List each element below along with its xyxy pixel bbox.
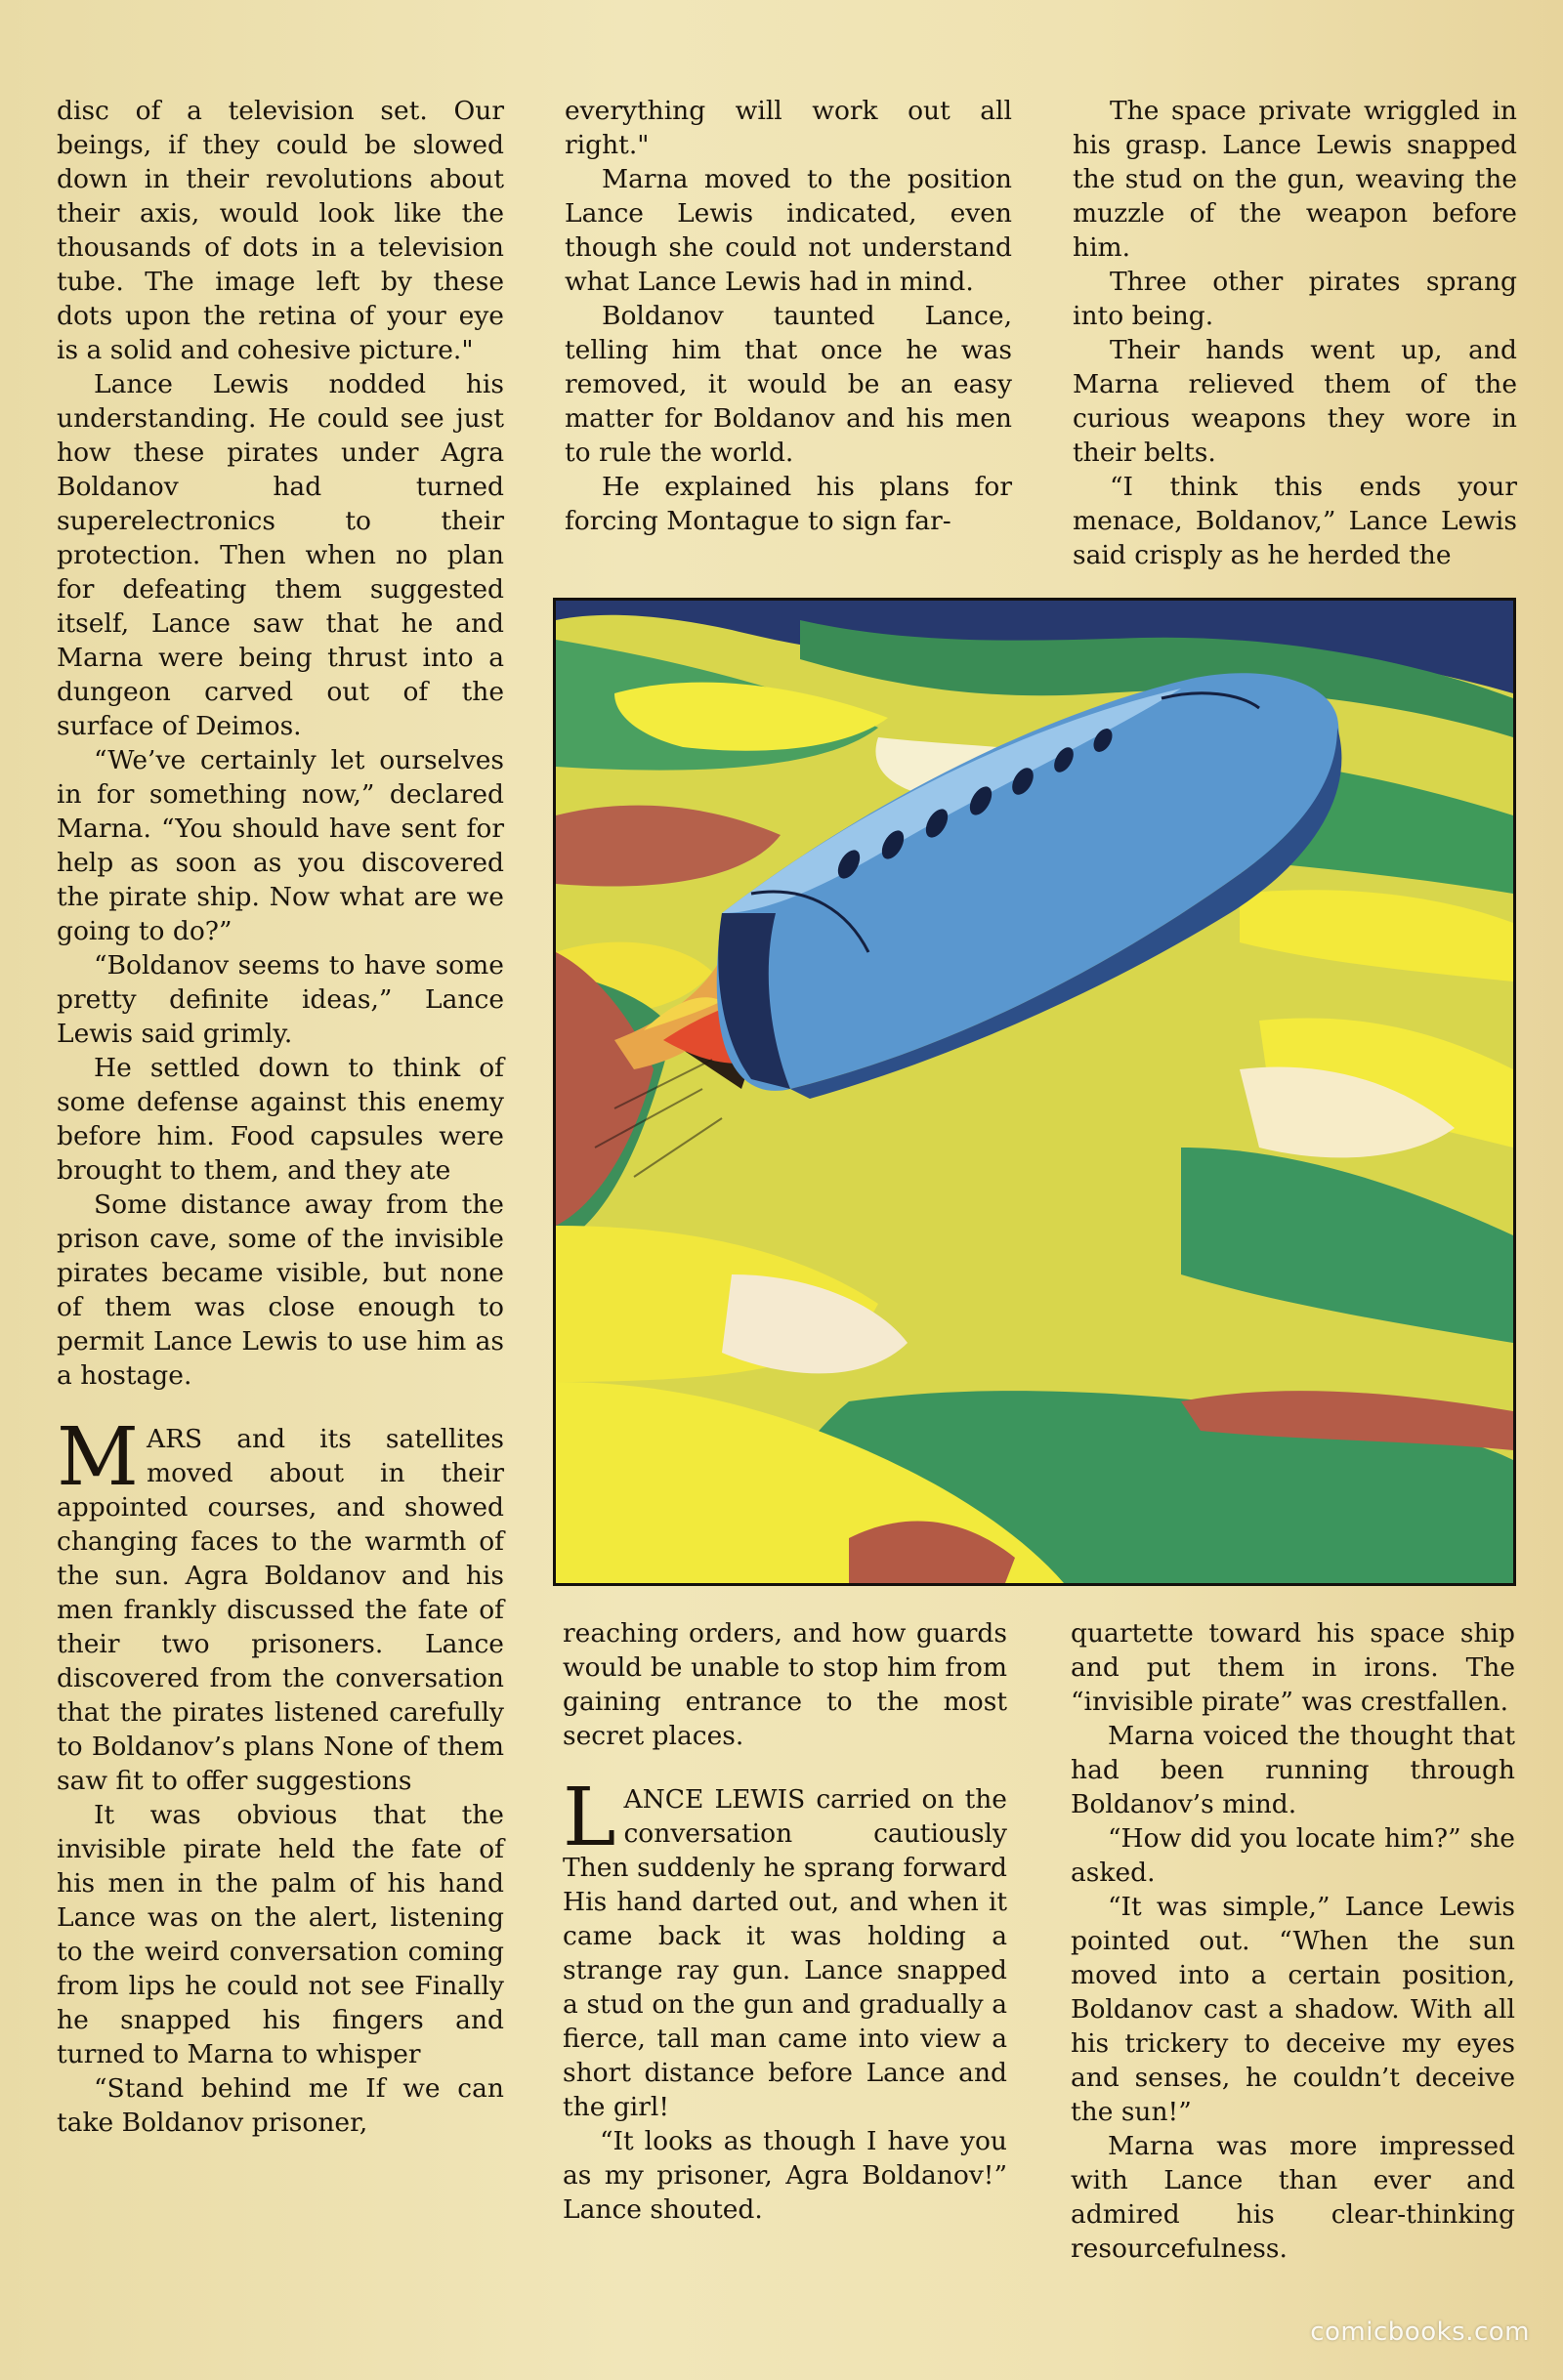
paragraph: “It looks as though I have you as my prisoner, Agra Boldanov!” Lance shouted. [563,2126,1007,2225]
paragraph: “I think this ends your menace, Boldanov,” Lance Lewis said crisply as he herded the [1073,472,1517,570]
paragraph: The space private wriggled in his grasp. Lance Lewis snapped the stud on the gun, weaving the muzzle of the weapon before him. [1073,96,1517,263]
paragraph: Lance Lewis nodded his understanding. He could see just how these pirates under Agra Boldanov had turned superelectronics to their protection. Then when no plan for defeating them suggested itself, Lance saw that he and Marna were being thrust into a dungeon carved out of the surface of Deimos. [57,369,504,741]
paragraph-with-drop-cap [57,1411,504,1798]
text-column-left [57,94,504,2140]
paragraph-with-drop-cap [563,1772,1007,2124]
paragraph: Marna voiced the thought that had been running through Boldanov’s mind. [1071,1721,1515,1819]
drop-cap: M [57,1411,139,1504]
text-column-middle-top [565,94,1012,538]
paragraph-text: ANCE LEWIS carried on the conversation cautiously Then suddenly he sprang forward His hand darted out, and when it came back it was holding a strange ray gun. Lance snapped a stud on the gun and gradually a fierce, tall man came into view a short distance before Lance and the girl! [563,1784,1007,2122]
paragraph: He explained his plans for forcing Montague to sign far- [565,472,1012,536]
text-column-middle-bottom [563,1616,1007,2227]
paragraph: Marna was more impressed with Lance than ever and admired his clear-thinking resourcefulness. [1071,2131,1515,2264]
section-break [563,1753,1007,1782]
paragraph: Marna moved to the position Lance Lewis indicated, even though she could not understand what Lance Lewis had in mind. [565,164,1012,297]
paragraph: “We’ve certainly let ourselves in for something now,” declared Marna. “You should have sent for help as soon as you discovered the pirate ship. Now what are we going to do?” [57,745,504,946]
paragraph: Three other pirates sprang into being. [1073,267,1517,331]
paragraph: “How did you locate him?” she asked. [1071,1823,1515,1888]
paragraph: everything will work out all right." [565,96,1012,160]
paragraph: “It was simple,” Lance Lewis pointed out. “When the sun moved into a certain position, Boldanov cast a shadow. With all his trickery to deceive my eyes and senses, he couldn’t deceive the sun!” [1071,1892,1515,2127]
watermark: comicbooks.com [1310,2317,1530,2347]
paragraph: “Stand behind me If we can take Boldanov prisoner, [57,2073,504,2138]
paragraph: Some distance away from the prison cave, some of the invisible pirates became visible, but none of them was close enough to permit Lance Lewis to use him as a hostage. [57,1190,504,1391]
paragraph: Boldanov taunted Lance, telling him that once he was removed, it would be an easy matter for Boldanov and his men to rule the world. [565,301,1012,468]
rocket-ship-picture [556,601,1513,1583]
paragraph: disc of a television set. Our beings, if they could be slowed down in their revolutions about their axis, would look like the thousands of dots in a television tube. The image left by these dots upon the retina of your eye is a solid and cohesive picture." [57,96,504,365]
text-column-right-top [1073,94,1517,572]
paragraph: “Boldanov seems to have some pretty definite ideas,” Lance Lewis said grimly. [57,950,504,1049]
text-column-right-bottom [1071,1616,1515,2266]
paragraph: He settled down to think of some defense against this enemy before him. Food capsules were brought to them, and they ate [57,1053,504,1186]
paragraph: reaching orders, and how guards would be unable to stop him from gaining entrance to the most secret places. [563,1618,1007,1751]
paragraph: quartette toward his space ship and put them in irons. The “invisible pirate” was crestfallen. [1071,1618,1515,1717]
paragraph: It was obvious that the invisible pirate held the fate of his men in the palm of his hand Lance was on the alert, listening to the weird conversation coming from lips he could not see Finally he snapped his fingers and turned to Marna to whisper [57,1800,504,2069]
paragraph: Their hands went up, and Marna relieved them of the curious weapons they wore in their belts. [1073,335,1517,468]
drop-cap: L [563,1772,616,1864]
paragraph-text: ARS and its satellites moved about in their appointed courses, and showed changing faces to the warmth of the sun. Agra Boldanov and his men frankly discussed the fate of their two prisoners. Lance discovered from the conversation that the pirates listened carefully to Boldanov’s plans None of them saw fit to offer suggestions [57,1424,504,1796]
rocket-illustration [553,598,1516,1586]
